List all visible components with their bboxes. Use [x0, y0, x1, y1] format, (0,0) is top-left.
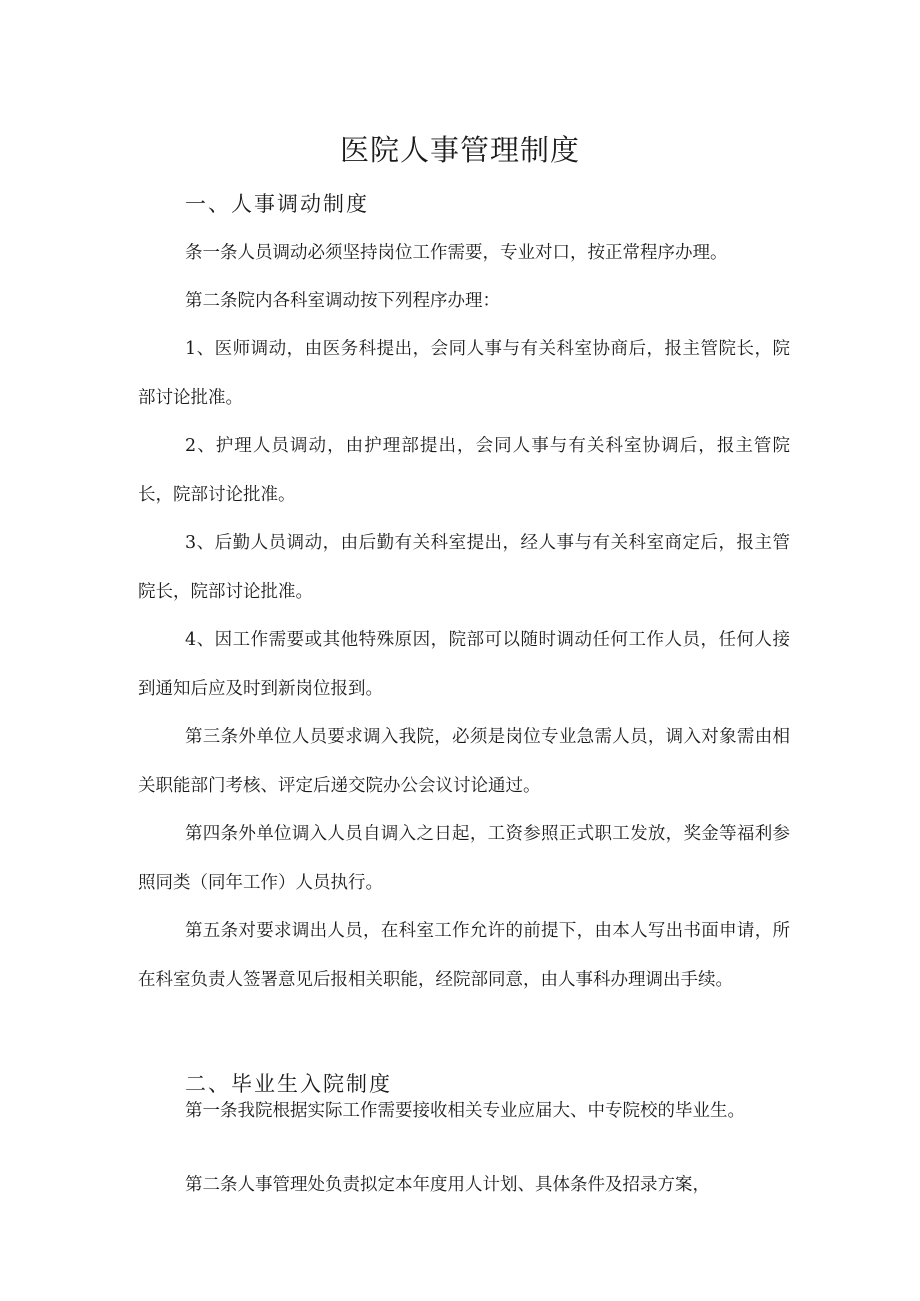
paragraph: 第二条人事管理处负责拟定本年度用人计划、具体条件及招录方案， [185, 1175, 710, 1195]
paragraph: 第四条外单位调入人员自调入之日起，工资参照正式职工发放，奖金等福利参照同类（同年工作）人员执行。 [138, 824, 790, 893]
paragraph: 第一条我院根据实际工作需要接收相关专业应届大、中专院校的毕业生。 [185, 1101, 745, 1121]
paragraph: 第二条院内各科室调动按下列程序办理： [185, 291, 500, 311]
paragraph: 3、后勤人员调动，由后勤有关科室提出，经人事与有关科室商定后，报主管院长，院部讨论批准。 [138, 533, 790, 602]
paragraph: 2、护理人员调动，由护理部提出，会同人事与有关科室协调后，报主管院长，院部讨论批准。 [138, 436, 790, 505]
paragraph: 1、医师调动，由医务科提出，会同人事与有关科室协商后，报主管院长，院部讨论批准。 [138, 339, 790, 408]
section-heading-transfer: 一、人事调动制度 [185, 192, 369, 216]
paragraph: 条一条人员调动必须坚持岗位工作需要，专业对口，按正常程序办理。 [185, 243, 728, 263]
paragraph: 第五条对要求调出人员，在科室工作允许的前提下，由本人写出书面申请，所在科室负责人签署意见后报相关职能，经院部同意，由人事科办理调出手续。 [138, 921, 790, 990]
document-title: 医院人事管理制度 [339, 133, 580, 167]
section-heading-graduates: 二、毕业生入院制度 [185, 1072, 392, 1096]
paragraph: 4、因工作需要或其他特殊原因，院部可以随时调动任何工作人员，任何人接到通知后应及时到新岗位报到。 [138, 630, 790, 699]
paragraph: 第三条外单位人员要求调入我院，必须是岗位专业急需人员，调入对象需由相关职能部门考核、评定后递交院办公会议讨论通过。 [138, 727, 790, 796]
